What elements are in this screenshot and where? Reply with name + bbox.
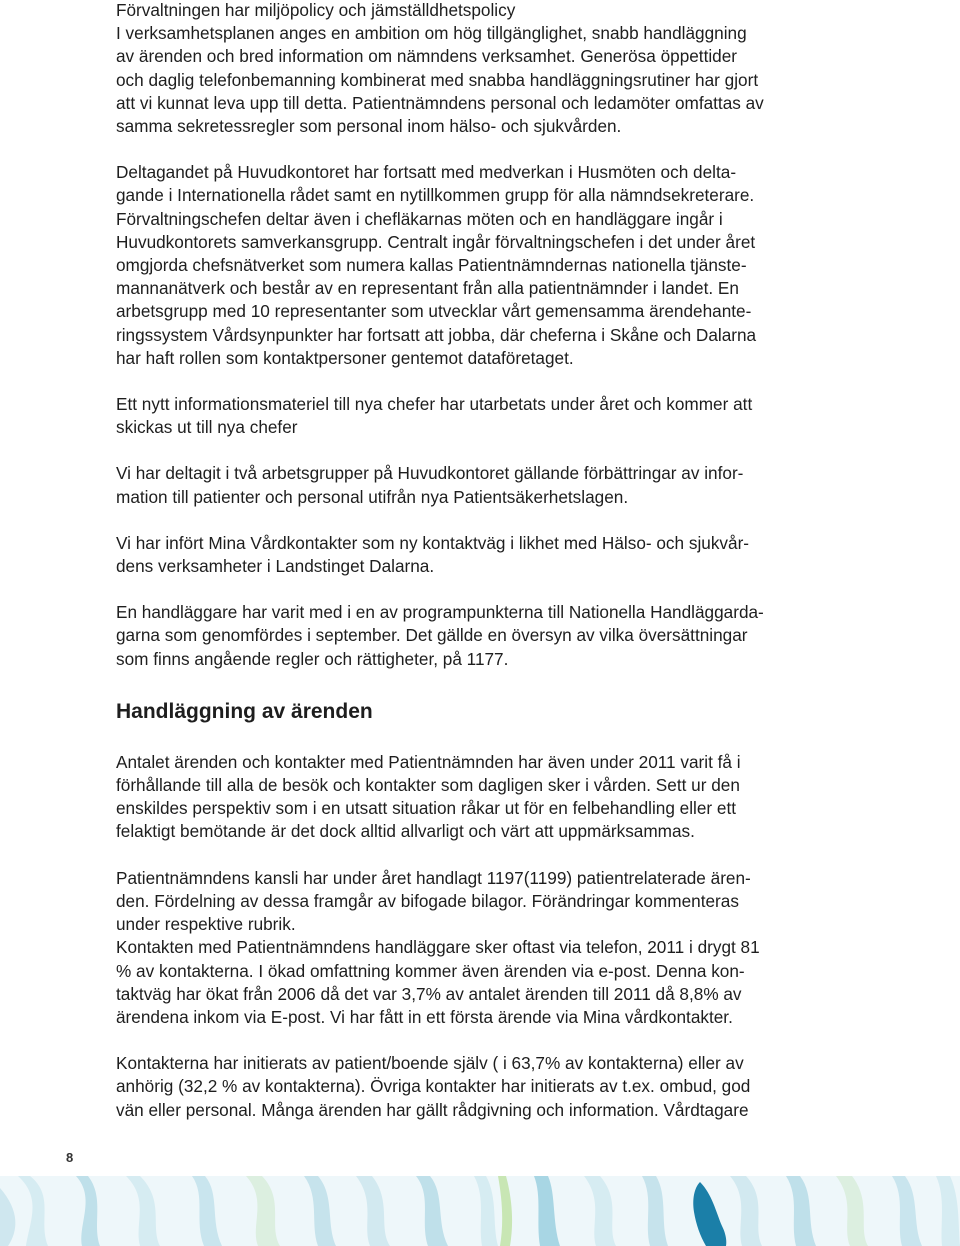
- text-line: Huvudkontorets samverkansgrupp. Centralt ingår förvaltningschefen i det under året: [116, 231, 756, 252]
- paragraph-huvudkontoret: [116, 161, 846, 370]
- text-line: och daglig telefonbemanning kombinerat med snabba handläggningsrutiner har gjort: [116, 69, 759, 90]
- text-line: % av kontakterna. I ökad omfattning kommer även ärenden via e-post. Denna kon-: [116, 960, 745, 981]
- text-line: samma sekretessregler som personal inom hälso- och sjukvården.: [116, 116, 622, 137]
- paragraph-handlaggardagarna: [116, 601, 846, 671]
- text-line: Deltagandet på Huvudkontoret har fortsatt med medverkan i Husmöten och delta-: [116, 162, 737, 183]
- text-line: Kontakterna har initierats av patient/boende själv ( i 63,7% av kontakterna) eller av: [116, 1053, 744, 1074]
- text-line: av ärenden och bred information om nämndens verksamhet. Generösa öppettider: [116, 46, 738, 67]
- text-line: skickas ut till nya chefer: [116, 417, 298, 438]
- text-line: Kontakten med Patientnämndens handläggare sker oftast via telefon, 2011 i drygt 81: [116, 937, 760, 958]
- decorative-footer-band: [0, 1176, 960, 1246]
- text-line: dens verksamheter i Landstinget Dalarna.: [116, 556, 435, 577]
- text-line: som finns angående regler och rättigheter, på 1177.: [116, 648, 509, 669]
- text-line: omgjorda chefsnätverket som numera kallas Patientnämndernas nationella tjänste-: [116, 255, 747, 276]
- text-line: enskildes perspektiv som i en utsatt situation råkar ut för en felbehandling eller ett: [116, 798, 737, 819]
- text-line: ringssystem Vårdsynpunkter har fortsatt att jobba, där cheferna i Skåne och Dalarna: [116, 324, 757, 345]
- page-body: [116, 0, 846, 1122]
- text-line: Ett nytt informationsmateriel till nya chefer har utarbetats under året och kommer att: [116, 394, 753, 415]
- paragraph-informationsmateriel: [116, 393, 846, 439]
- paragraph-mina-vardkontakter: [116, 532, 846, 578]
- text-line: garna som genomfördes i september. Det gällde en översyn av vilka översättningar: [116, 625, 748, 646]
- text-line: den. Fördelning av dessa framgår av bifogade bilagor. Förändringar kommenteras: [116, 890, 739, 911]
- text-line: I verksamhetsplanen anges en ambition om hög tillgänglighet, snabb handläggning: [116, 23, 747, 44]
- text-line: Patientnämndens kansli har under året handlagt 1197(1199) patientrelaterade ären-: [116, 867, 751, 888]
- text-line: Förvaltningschefen deltar även i chefläkarnas möten och en handläggare ingår i: [116, 208, 723, 229]
- paragraph-antalet-arenden: [116, 751, 846, 844]
- text-line: taktväg har ökat från 2006 då det var 3,7% av antalet ärenden till 2011 då 8,8% av: [116, 983, 742, 1004]
- text-line: gande i Internationella rådet samt en nytillkommen grupp för alla nämndsekreterare.: [116, 185, 755, 206]
- text-line: under respektive rubrik.: [116, 914, 296, 935]
- text-line: att vi kunnat leva upp till detta. Patientnämndens personal och ledamöter omfattas av: [116, 92, 764, 113]
- paragraph-kontakterna-initierats: [116, 1052, 846, 1122]
- text-line: vän eller personal. Många ärenden har gällt rådgivning och information. Vårdtagare: [116, 1099, 749, 1120]
- text-line: anhörig (32,2 % av kontakterna). Övriga kontakter har initierats av t.ex. ombud, god: [116, 1076, 751, 1097]
- text-line: mannanätverk och består av en representant från alla patientnämnder i landet. En: [116, 278, 739, 299]
- text-line: Förvaltningen har miljöpolicy och jämställdhetspolicy: [116, 0, 516, 20]
- paragraph-kansli-handlagt: [116, 867, 846, 1029]
- text-line: ärendena inkom via E-post. Vi har fått in ett första ärende via Mina vårdkontakter.: [116, 1006, 733, 1027]
- text-line: har haft rollen som kontaktpersoner gentemot dataföretaget.: [116, 347, 574, 368]
- text-line: felaktigt bemötande är det dock alltid allvarligt och värt att uppmärksammas.: [116, 821, 695, 842]
- page-number: 8: [66, 1150, 74, 1165]
- text-line: Vi har infört Mina Vårdkontakter som ny kontaktväg i likhet med Hälso- och sjukvår-: [116, 532, 750, 553]
- paragraph-policy: [116, 0, 846, 138]
- section-heading: Handläggning av ärenden: [116, 699, 373, 723]
- wave-pattern-graphic: [0, 1176, 960, 1246]
- text-line: En handläggare har varit med i en av programpunkterna till Nationella Handläggarda-: [116, 602, 764, 623]
- paragraph-arbetsgrupper: [116, 462, 846, 508]
- text-line: arbetsgrupp med 10 representanter som utvecklar vårt gemensamma ärendehante-: [116, 301, 752, 322]
- text-line: förhållande till alla de besök och kontakter som dagligen sker i vården. Sett ur den: [116, 775, 740, 796]
- text-line: Antalet ärenden och kontakter med Patientnämnden har även under 2011 varit få i: [116, 751, 741, 772]
- text-line: Vi har deltagit i två arbetsgrupper på Huvudkontoret gällande förbättringar av infor-: [116, 463, 744, 484]
- text-line: mation till patienter och personal utifrån nya Patientsäkerhetslagen.: [116, 486, 629, 507]
